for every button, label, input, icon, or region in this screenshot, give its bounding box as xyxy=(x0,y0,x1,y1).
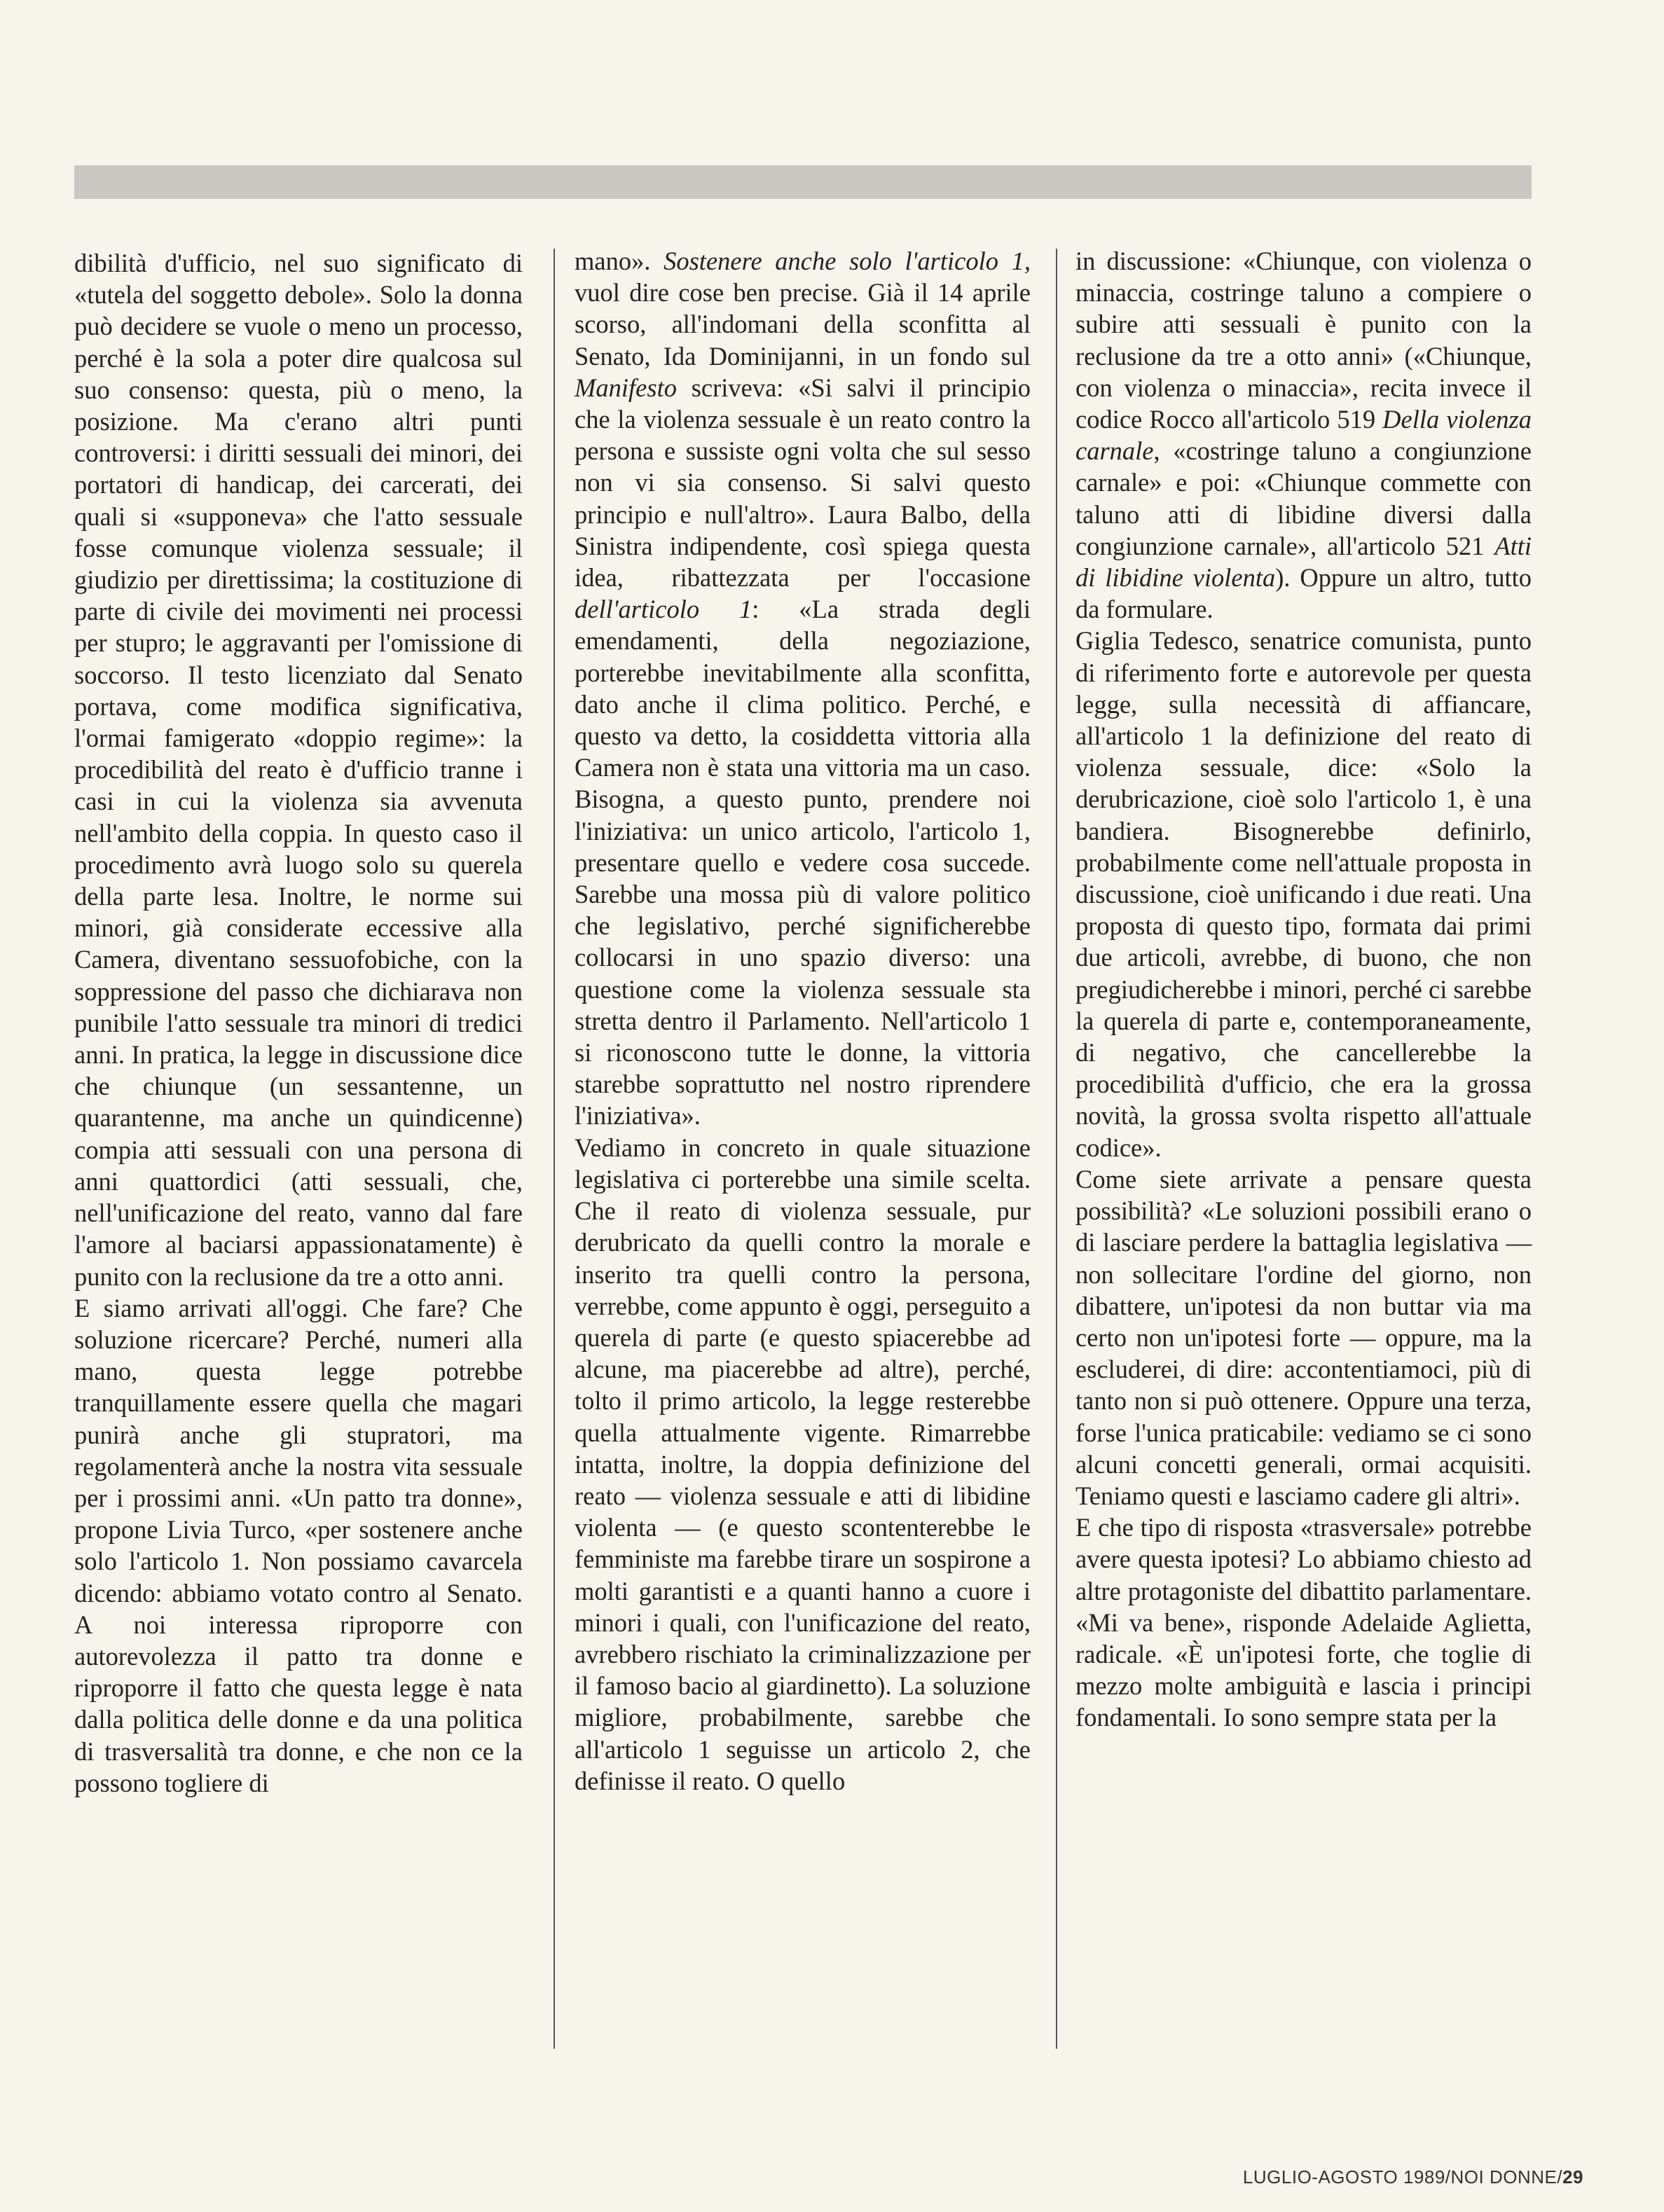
header-band xyxy=(74,165,1532,199)
text-run: ). Oppure un altro, tutto da formulare. xyxy=(1075,563,1532,624)
article-column-2 xyxy=(575,245,1031,1797)
text-run: in discussione: «Chiunque, con violenza o minaccia, costringe taluno a compiere o subire atti sessuali è punito con la reclusione da tre a otto anni» («Chiunque, con violenza o minaccia», recita invece il codice Rocco all'articolo 519 xyxy=(1075,247,1532,434)
column-divider xyxy=(1056,249,1057,2049)
column-3-paragraph-3: Come siete arrivate a pensare questa possibilità? «Le soluzioni possibili erano o di lasciare perdere la battaglia legislativa — non sollecitare l'ordine del giorno, non dibattere, un'ipotesi da non buttar via ma certo non un'ipotesi forte — oppure, ma la escluderei, di dire: accontentiamoci, più di tanto non si può ottenere. Oppure una terza, forse l'unica praticabile: vediamo se ci sono alcuni concetti generali, ormai acquisiti. Teniamo questi e lasciamo cadere gli altri». xyxy=(1075,1164,1532,1510)
column-3-paragraph-2: Giglia Tedesco, senatrice comunista, punto di riferimento forte e autorevole per questa legge, sulla necessità di affiancare, all'articolo 1 la definizione del reato di violenza sessuale, dice: «Solo la derubricazione, cioè solo l'articolo 1, è una bandiera. Bisognerebbe definirlo, probabilmente come nell'attuale proposta in discussione, cioè unificando i due reati. Una proposta di questo tipo, formata dai primi due articoli, avrebbe, di buono, che non pregiudicherebbe i minori, perché ci sarebbe la querela di parte e, contemporaneamente, di negativo, che cancellerebbe la procedibilità d'ufficio, che era la grossa novità, la grossa svolta rispetto all'attuale codice». xyxy=(1075,626,1532,1162)
italic-run: Sostenere anche solo l'articolo 1, xyxy=(663,247,1031,275)
italic-run: Della violenza carnale xyxy=(1075,405,1532,466)
column-2-paragraph-1 xyxy=(575,245,1031,1132)
article-column-3 xyxy=(1075,245,1532,1734)
column-divider xyxy=(553,249,555,2049)
text-run: : «La strada degli emendamenti, della negoziazione, porterebbe inevitabilmente alla sconfitta, dato anche il clima politico. Perché, e questo va detto, la cosiddetta vittoria alla Camera non è stata una vittoria ma un caso. Bisogna, a questo punto, prendere noi l'iniziativa: un unico articolo, l'articolo 1, presentare quello e vedere cosa succede. Sarebbe una mossa più di valore politico che legislativo, perché significherebbe collocarsi in uno spazio diverso: una questione come la violenza sessuale sta stretta dentro il Parlamento. Nell'articolo 1 si riconoscono tutte le donne, la vittoria starebbe soprattutto nel nostro riprendere l'iniziativa». xyxy=(575,595,1031,1131)
page-footer xyxy=(1243,2166,1583,2188)
footer-issue: LUGLIO-AGOSTO 1989/NOI DONNE/ xyxy=(1242,2166,1563,2187)
italic-run: Manifesto xyxy=(575,373,677,402)
column-3-paragraph-1 xyxy=(1075,245,1532,625)
column-1-paragraph-1: dibilità d'ufficio, nel suo significato di «tutela del soggetto debole». Solo la donna può decidere se vuole o meno un processo, perché è la sola a poter dire qualcosa sul suo consenso: questa, più o meno, la posizione. Ma c'erano altri punti controversi: i diritti sessuali dei minori, dei portatori di handicap, dei carcerati, dei quali si «supponeva» che l'atto sessuale fosse comunque violenza sessuale; il giudizio per direttissima; la costituzione di parte di civile dei movimenti nei processi per stupro; le aggravanti per l'omissione di soccorso. Il testo licenziato dal Senato portava, come modifica significativa, l'ormai famigerato «doppio regime»: la procedibilità del reato è d'ufficio tranne i casi in cui la violenza sia avvenuta nell'ambito della coppia. In questo caso il procedimento avrà luogo solo su querela della parte lesa. Inoltre, le norme sui minori, già considerate eccessive alla Camera, diventano sessuofobiche, con la soppressione del passo che dichiarava non punibile l'atto sessuale tra minori di tredici anni. In pratica, la legge in discussione dice che chiunque (un sessantenne, un quarantenne, ma anche un quindicenne) compia atti sessuali con una persona di anni quattordici (atti sessuali, che, nell'unificazione del reato, vanno dal fare l'amore al baciarsi appassionatamente) è punito con la reclusione da tre a otto anni. xyxy=(74,249,523,1291)
column-1-paragraph-2: E siamo arrivati all'oggi. Che fare? Che soluzione ricercare? Perché, numeri alla mano, questa legge potrebbe tranquillamente essere quella che magari punirà anche gli stupratori, ma regolamenterà anche la nostra vita sessuale per i prossimi anni. «Un patto tra donne», propone Livia Turco, «per sostenere anche solo l'articolo 1. Non possiamo cavarcela dicendo: abbiamo votato contro al Senato. A noi interessa riproporre con autorevolezza il patto tra donne e riproporre il fatto che questa legge è nata dalla politica delle donne e da una politica di trasversalità tra donne, e che non ce la possono togliere di xyxy=(74,1293,523,1797)
column-3-paragraph-4: E che tipo di risposta «trasversale» potrebbe avere questa ipotesi? Lo abbiamo chiesto ad altre protagoniste del dibattito parlamentare. «Mi va bene», risponde Adelaide Aglietta, radicale. «È un'ipotesi forte, che toglie di mezzo molte ambiguità e lascia i principi fondamentali. Io sono sempre stata per la xyxy=(1075,1513,1532,1732)
text-run: , «costringe taluno a congiunzione carnale» e poi: «Chiunque commette con taluno atti di libidine diversi dalla congiunzione carnale», all'articolo 521 xyxy=(1075,436,1532,560)
text-run: scriveva: «Si salvi il principio che la violenza sessuale è un reato contro la persona e sussiste ogni volta che sul sesso non vi sia consenso. Si salvi questo principio e null'altro». Laura Balbo, della Sinistra indipendente, così spiega questa idea, ribattezzata per l'occasione xyxy=(575,373,1031,593)
text-run: mano». xyxy=(575,247,664,275)
italic-run: Atti di libidine violenta xyxy=(1075,531,1532,593)
column-2-paragraph-2: Vediamo in concreto in quale situazione legislativa ci porterebbe una simile scelta. Che il reato di violenza sessuale, pur derubricato da quelli contro la morale e inserito tra quelli contro la persona, verrebbe, come appunto è oggi, perseguito a querela di parte (e questo spiacerebbe ad alcune, ma piacerebbe ad altre), perché, tolto il primo articolo, la legge resterebbe quella attualmente vigente. Rimarrebbe intatta, inoltre, la doppia definizione del reato — violenza sessuale e atti di libidine violenta — (e questo scontenterebbe le femministe ma farebbe tirare un sospirone a molti garantisti e a quanti hanno a cuore i minori i quali, con l'unificazione del reato, avrebbero rischiato la criminalizzazione per il famoso bacio al giardinetto). La soluzione migliore, probabilmente, sarebbe che all'articolo 1 seguisse un articolo 2, che definisse il reato. O quello xyxy=(575,1133,1031,1795)
article-column-1 xyxy=(74,247,523,1799)
page-number: 29 xyxy=(1562,2166,1583,2187)
italic-run: dell'articolo 1 xyxy=(575,595,752,624)
text-run: vuol dire cose ben precise. Già il 14 aprile scorso, all'indomani della sconfitta al Senato, Ida Dominijanni, in un fondo sul xyxy=(575,278,1031,371)
